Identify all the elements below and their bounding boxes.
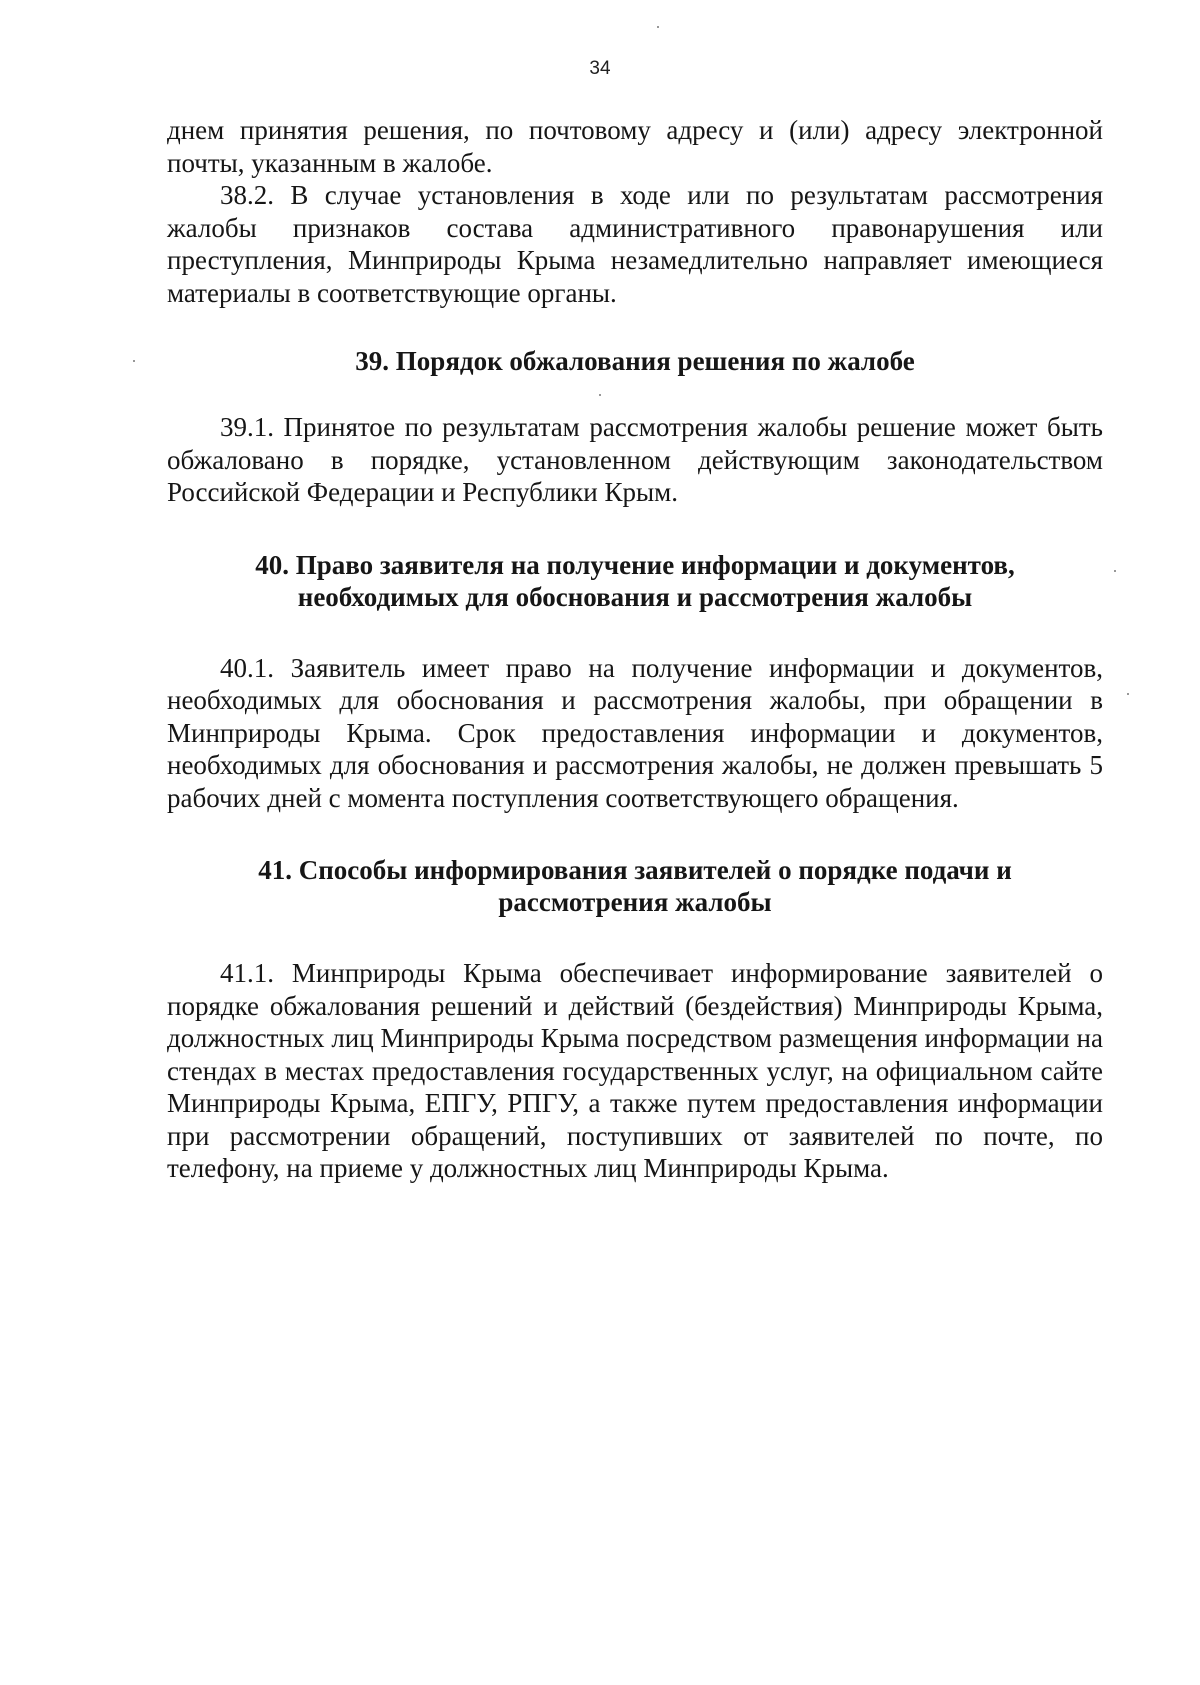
section-heading-39: 39. Порядок обжалования решения по жалобе xyxy=(355,346,915,376)
paragraph-41-1: 41.1. Минприроды Крыма обеспечивает информирование заявителей о порядке обжалования решений и действий (бездействия) Минприроды Крыма, должностных лиц Минприроды Крыма посредством размещения информации на стендах в местах предоставления государственных услуг, на официальном сайте Минприроды Крыма, ЕПГУ, РПГУ, а также путем предоставления информации при рассмотрении обращений, поступивших от заявителей по почте, по телефону, на приеме у должностных лиц Минприроды Крыма. xyxy=(167,958,1103,1183)
paragraph-continuation: днем принятия решения, по почтовому адресу и (или) адресу электронной почты, указанным в жалобе. xyxy=(167,115,1103,178)
paragraph-39-1: 39.1. Принятое по результатам рассмотрения жалобы решение может быть обжаловано в порядке, установленном действующим законодательством Российской Федерации и Республики Крым. xyxy=(167,412,1103,507)
section-heading-40 xyxy=(167,549,1103,613)
page-number: 34 xyxy=(589,58,611,79)
section-heading-40-line-2: необходимых для обоснования и рассмотрения жалобы xyxy=(297,581,973,612)
scan-speck xyxy=(1127,693,1129,695)
section-heading-41-line-1: 41. Способы информирования заявителей о порядке подачи и xyxy=(258,855,1012,885)
section-heading-41 xyxy=(167,854,1103,918)
document-body xyxy=(167,114,1103,1185)
paragraph-40-1: 40.1. Заявитель имеет право на получение информации и документов, необходимых для обоснования и рассмотрения жалобы, при обращении в Минприроды Крыма. Срок предоставления информации и документов, необходимых для обоснования и рассмотрения жалобы, не должен превышать 5 рабочих дней с момента поступления соответствующего обращения. xyxy=(167,652,1103,813)
section-heading-41-line-2: рассмотрения жалобы xyxy=(498,887,772,917)
scan-speck xyxy=(657,26,659,28)
section-heading-40-line-1: 40. Право заявителя на получение информации и документов, xyxy=(255,549,1015,580)
scan-speck xyxy=(1114,570,1116,572)
scan-speck xyxy=(133,360,135,362)
paragraph-38-2: 38.2. В случае установления в ходе или по результатам рассмотрения жалобы признаков состава административного правонарушения или преступления, Минприроды Крыма незамедлительно направляет имеющиеся материалы в соответствующие органы. xyxy=(167,180,1103,308)
